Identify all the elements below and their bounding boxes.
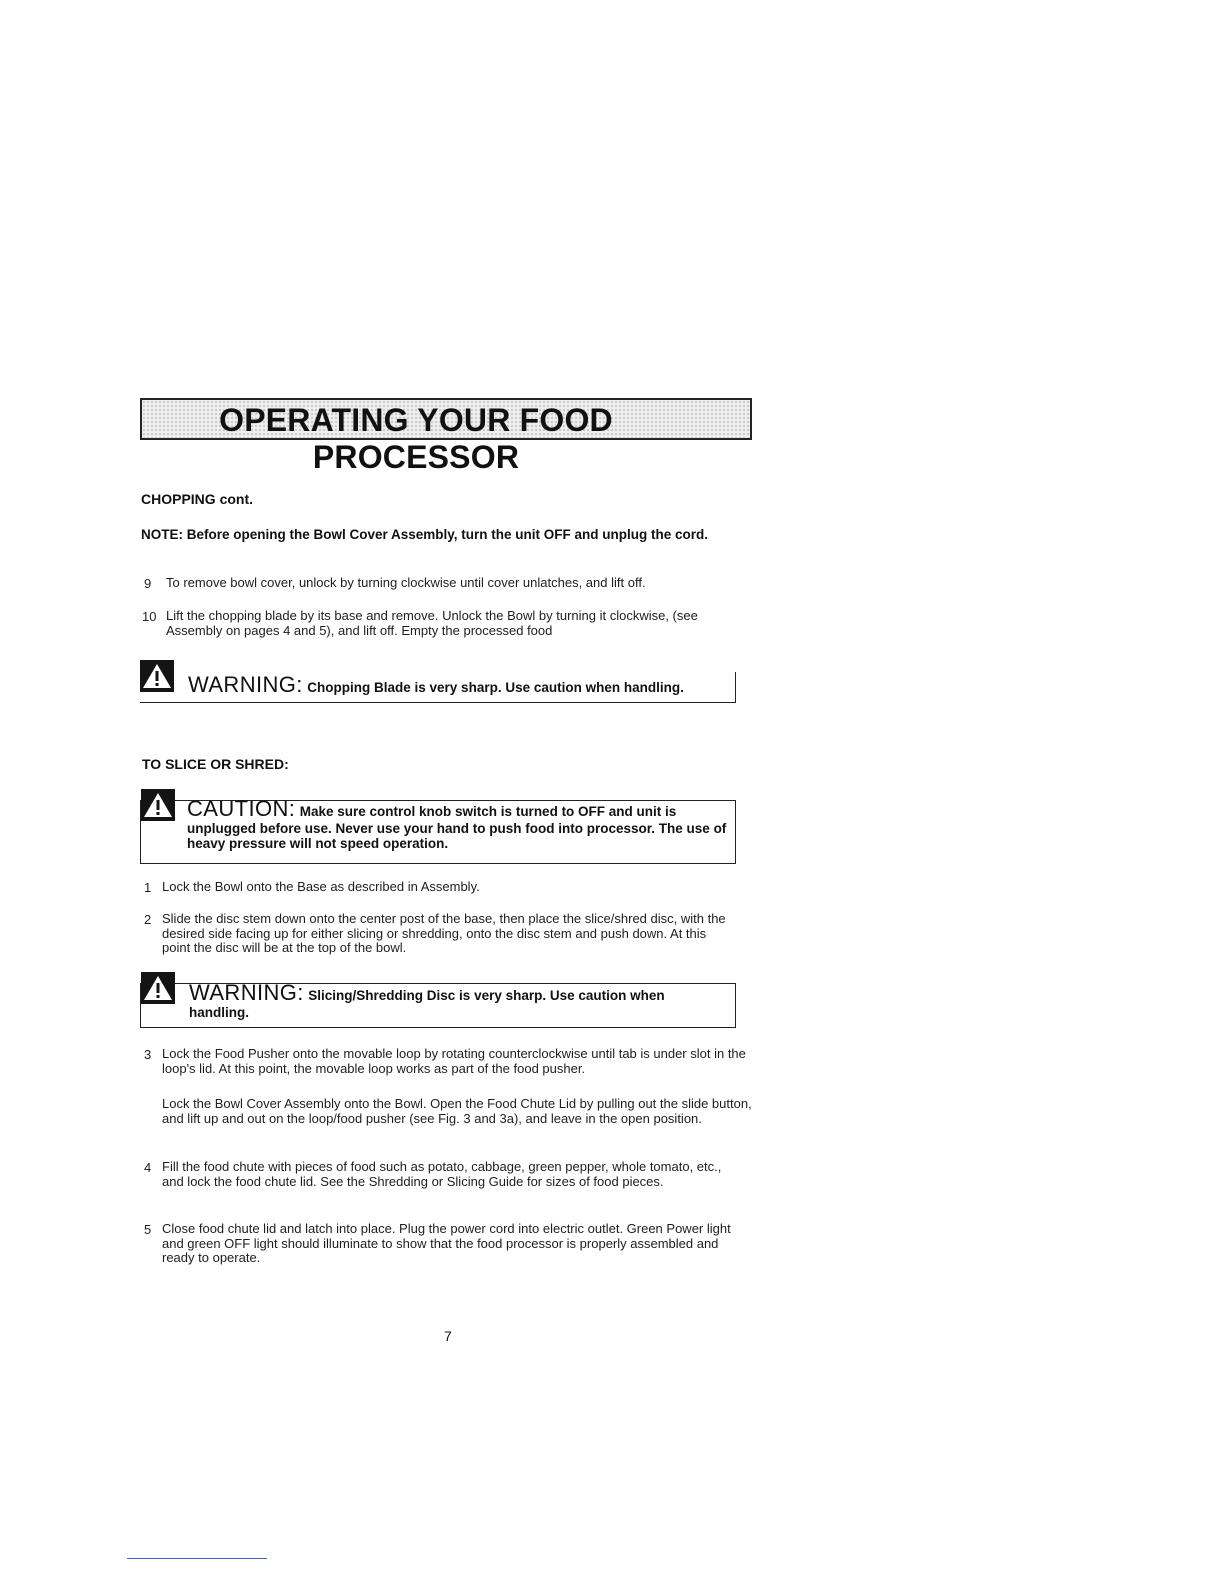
step-text: Lift the chopping blade by its base and remove. Unlock the Bowl by turning it clockwise, (see Assembly on pages 4 and 5), and lift off. Empty the processed food [166, 608, 698, 638]
step-number: 1 [144, 880, 152, 895]
step-text: To remove bowl cover, unlock by turning clockwise until cover unlatches, and lift off. [166, 575, 646, 590]
section-title-banner [140, 398, 752, 475]
step-number: 5 [144, 1222, 152, 1237]
warning-label: WARNING: [189, 980, 304, 1005]
caution-message: Make sure control knob switch is turned to OFF and unit is unplugged before use. Never use your hand to push food into processor. The use of heavy pressure will not speed operation. [187, 804, 727, 851]
step-text: Slide the disc stem down onto the center post of the base, then place the slice/shred disc, with the desired side facing up for either slicing or shredding, onto the disc stem and push down. At this point the disc will be at the top of the bowl. [162, 911, 726, 955]
step-number: 4 [144, 1160, 152, 1175]
step-text: Lock the Bowl onto the Base as described in Assembly. [162, 879, 480, 894]
step-number: 3 [144, 1047, 152, 1062]
warning-triangle-icon [141, 789, 175, 821]
step-text: Close food chute lid and latch into place. Plug the power cord into electric outlet. Green Power light and green OFF light should illuminate to show that the food processor is properly assembled and ready to operate. [162, 1221, 731, 1265]
warning-message: Chopping Blade is very sharp. Use caution when handling. [307, 680, 684, 695]
caution-label: CAUTION: [187, 796, 296, 821]
step-text: Lock the Bowl Cover Assembly onto the Bowl. Open the Food Chute Lid by pulling out the slide button, and lift up and out on the loop/food pusher (see Fig. 3 and 3a), and leave in the open position. [162, 1096, 752, 1126]
warning-triangle-icon [140, 660, 174, 692]
caution-box [140, 796, 736, 864]
step-text: Fill the food chute with pieces of food such as potato, cabbage, green pepper, whole tomato, etc., and lock the food chute lid. See the Shredding or Slicing Guide for sizes of food pieces. [162, 1159, 722, 1189]
footer-rule [127, 1558, 267, 1559]
step-text: Lock the Food Pusher onto the movable loop by rotating counterclockwise until tab is under slot in the loop's lid. At this point, the movable loop works as part of the food pusher. [162, 1046, 746, 1076]
step-number: 9 [144, 576, 152, 591]
warning-box-disc [140, 980, 736, 1028]
page-title: OPERATING YOUR FOOD PROCESSOR [219, 402, 613, 475]
warning-triangle-icon [141, 972, 175, 1004]
page-number: 7 [444, 1328, 452, 1344]
section-heading-chopping: CHOPPING cont. [141, 491, 254, 507]
step-number: 2 [144, 912, 152, 927]
step-number: 10 [142, 609, 157, 624]
warning-box-chopping-blade [140, 672, 736, 703]
warning-message: Slicing/Shredding Disc is very sharp. Use caution when handling. [189, 988, 665, 1020]
warning-label: WARNING: [188, 672, 303, 697]
section-heading-slice-shred: TO SLICE OR SHRED: [142, 756, 289, 772]
note-text: NOTE: Before opening the Bowl Cover Assembly, turn the unit OFF and unplug the cord. [141, 527, 709, 542]
